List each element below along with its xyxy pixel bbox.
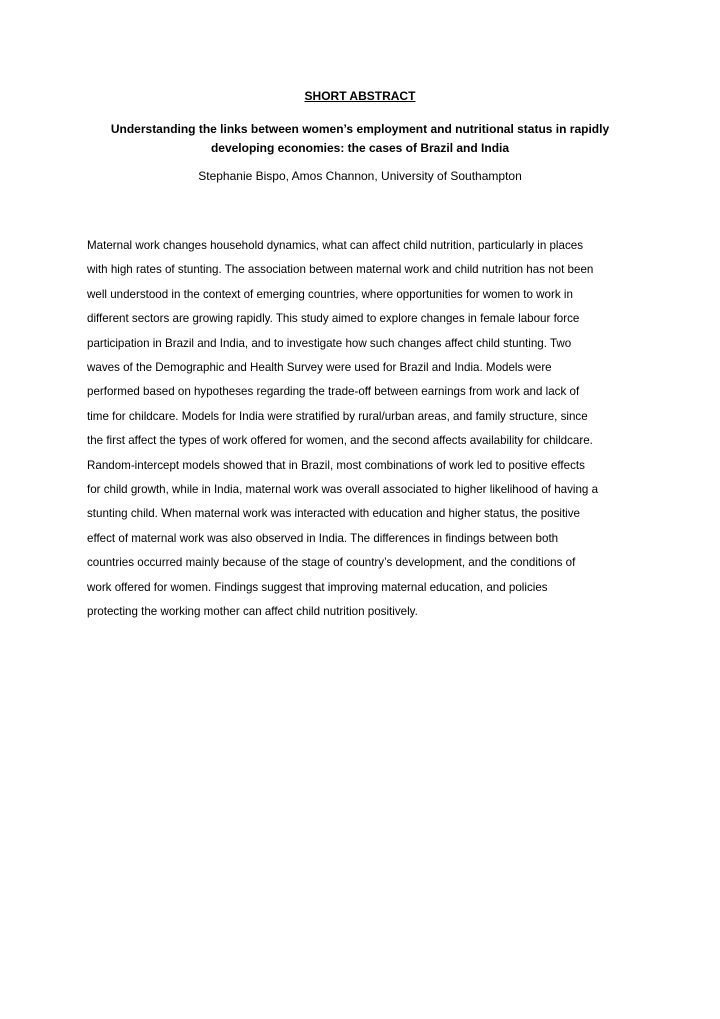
abstract-line: protecting the working mother can affect child nutrition positively. [87, 605, 418, 619]
abstract-line: Random-intercept models showed that in Brazil, most combinations of work led to positive effects [87, 458, 585, 472]
abstract-line: Maternal work changes household dynamics, what can affect child nutrition, particularly in places [87, 239, 584, 252]
abstract-line: the first affect the types of work offered for women, and the second affects availability for childcare. [87, 434, 593, 448]
document-title [100, 120, 620, 158]
abstract-line: with high rates of stunting. The association between maternal work and child nutrition has not been [87, 263, 594, 277]
abstract-body [87, 234, 647, 625]
abstract-line: waves of the Demographic and Health Survey were used for Brazil and India. Models were [87, 361, 552, 375]
abstract-line: time for childcare. Models for India were stratified by rural/urban areas, and family structure, since [87, 409, 588, 423]
abstract-line: stunting child. When maternal work was interacted with education and higher status, the positive [87, 507, 581, 521]
abstract-line: effect of maternal work was also observed in India. The differences in findings between both [87, 531, 559, 545]
abstract-line: performed based on hypotheses regarding the trade-off between earnings from work and lack of [87, 385, 580, 399]
title-line: developing economies: the cases of Brazil and India [210, 141, 510, 155]
abstract-line: different sectors are growing rapidly. This study aimed to explore changes in female labour force [87, 312, 580, 326]
abstract-line: work offered for women. Findings suggest that improving maternal education, and policies [87, 580, 548, 594]
authors-line: Stephanie Bispo, Amos Channon, University of Southampton [198, 169, 522, 183]
title-line: Understanding the links between women’s employment and nutritional status in rapidly [110, 122, 610, 136]
abstract-line: participation in Brazil and India, and to investigate how such changes affect child stunting. Two [87, 336, 572, 350]
abstract-line: countries occurred mainly because of the stage of country’s development, and the conditions of [87, 556, 576, 570]
document-heading: SHORT ABSTRACT [304, 89, 416, 103]
abstract-line: for child growth, while in India, maternal work was overall associated to higher likelihood of having a [87, 483, 599, 497]
abstract-line: well understood in the context of emerging countries, where opportunities for women to work in [87, 287, 573, 301]
